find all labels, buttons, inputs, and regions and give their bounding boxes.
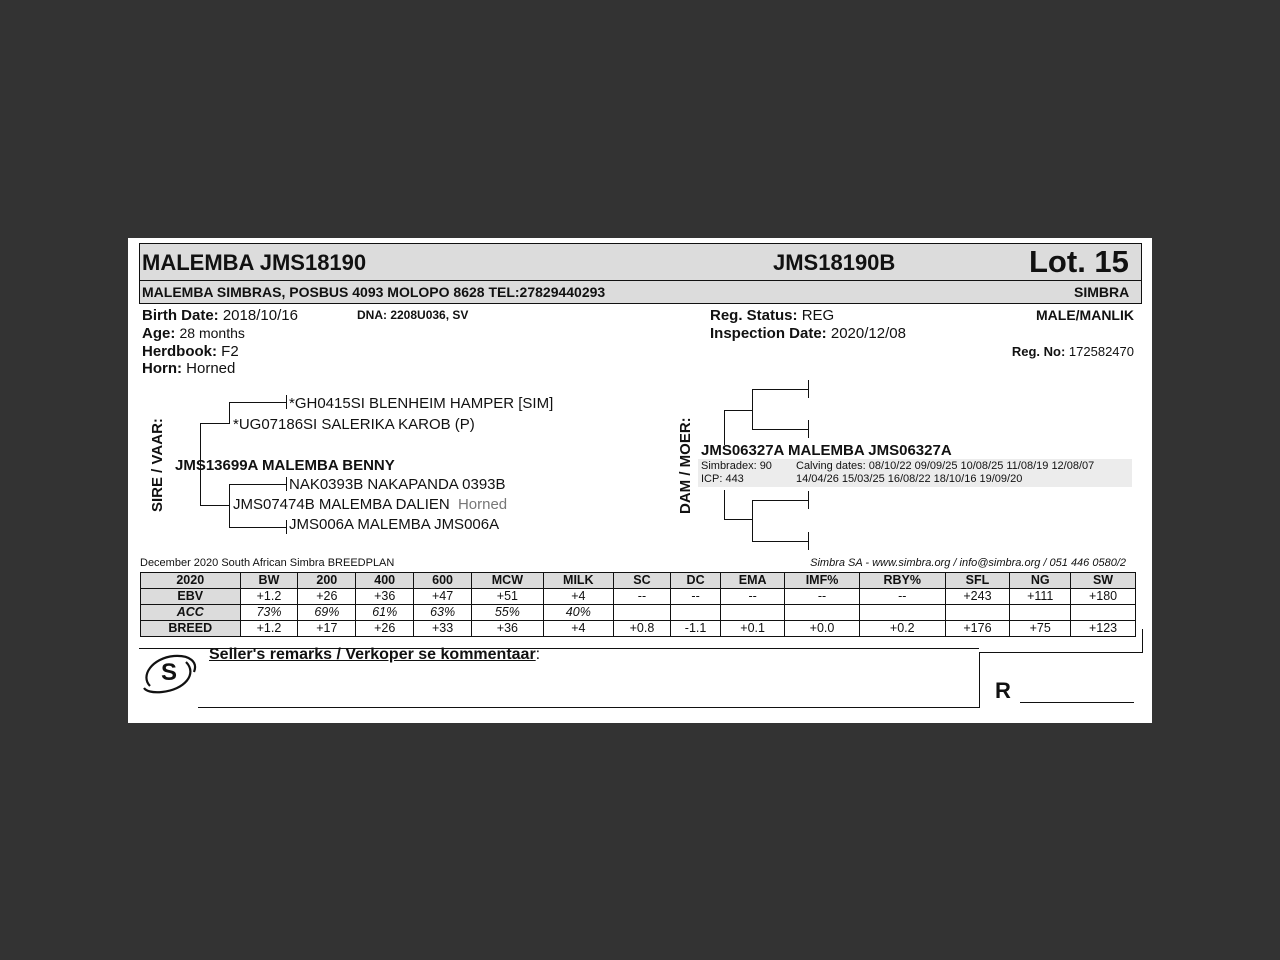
ebv-header-row (141, 573, 1136, 589)
horn (142, 360, 235, 377)
ebv-value-cell: +176 (945, 621, 1010, 637)
horn-value: Horned (186, 360, 236, 377)
ebv-header-cell: SFL (945, 573, 1010, 589)
card-right-edge (1142, 629, 1143, 653)
age-label: Age: (142, 325, 176, 342)
dam-tree-bottom-vline (724, 490, 725, 520)
sire-dam-dam-link (229, 527, 287, 528)
calving-dates-line2: 14/04/26 15/03/25 16/08/22 18/10/16 19/09/20 (796, 473, 1023, 485)
lot-number: Lot. 15 (1029, 244, 1129, 279)
dam-simbradex: Simbradex: 90 (701, 460, 772, 472)
ebv-header-cell: BW (240, 573, 298, 589)
ebv-header-cell: RBY% (859, 573, 945, 589)
age-value: 28 months (179, 325, 245, 341)
price-symbol: R (995, 678, 1011, 703)
ebv-value-cell: 40% (543, 605, 613, 621)
ebv-value-cell: +0.2 (859, 621, 945, 637)
ebv-value-cell: +33 (414, 621, 472, 637)
ebv-header-cell: EMA (721, 573, 785, 589)
dna-info: DNA: 2208U036, SV (357, 308, 469, 322)
ebv-value-cell: -1.1 (671, 621, 721, 637)
ebv-header-cell: 600 (414, 573, 472, 589)
ebv-value-cell (721, 605, 785, 621)
reg-no-label: Reg. No: (1011, 344, 1066, 359)
sire-sire-vline (229, 402, 230, 424)
ebv-value-cell: -- (859, 589, 945, 605)
dam-icp: ICP: 443 (701, 473, 744, 485)
reg-status-label: Reg. Status: (710, 307, 798, 324)
remarks-label: Seller's remarks / Verkoper se kommentaar (209, 646, 536, 663)
ebv-value-cell (1010, 605, 1071, 621)
lot-card (128, 238, 1152, 723)
ebv-value-cell: +180 (1071, 589, 1136, 605)
dam-tree-bottom-link (724, 519, 753, 520)
dam-sire-sire-link (752, 389, 809, 390)
ebv-header-cell: IMF% (785, 573, 860, 589)
footer-bottom-rule (198, 707, 980, 708)
sire-sire-sire-link (229, 402, 287, 403)
reg-no-value: 172582470 (1068, 344, 1134, 359)
dam-dam-dam-link (752, 541, 809, 542)
ebv-value-cell (859, 605, 945, 621)
ebv-row (141, 605, 1136, 621)
dam-tree-top-vline (724, 410, 725, 445)
ebv-value-cell: +36 (472, 621, 544, 637)
simbra-logo-icon (140, 650, 198, 698)
ebv-row-label: BREED (141, 621, 241, 637)
ebv-header-cell: 400 (356, 573, 414, 589)
remarks (209, 646, 540, 664)
ebv-value-cell: +0.0 (785, 621, 860, 637)
sire-dam-horn: Horned (457, 496, 508, 513)
ebv-value-cell: +0.8 (613, 621, 670, 637)
ebv-header-cell: 2020 (141, 573, 241, 589)
ebv-value-cell (671, 605, 721, 621)
birth-date-label: Birth Date: (142, 307, 219, 324)
ebv-row (141, 589, 1136, 605)
reg-no (1012, 344, 1134, 359)
logo-letter: S (160, 659, 178, 686)
animal-id: JMS18190B (773, 250, 896, 275)
ebv-value-cell (785, 605, 860, 621)
ebv-value-cell: +17 (298, 621, 356, 637)
ebv-header-cell: 200 (298, 573, 356, 589)
dam-sire-dam-link (752, 429, 809, 430)
ebv-value-cell: +47 (414, 589, 472, 605)
ebv-value-cell: +123 (1071, 621, 1136, 637)
ebv-value-cell (1071, 605, 1136, 621)
ebv-value-cell (945, 605, 1010, 621)
ebv-header-cell: SW (1071, 573, 1136, 589)
ebv-value-cell: -- (671, 589, 721, 605)
dam-sire-sire-tick (808, 380, 809, 398)
dam-tree-top-link (724, 410, 753, 411)
ebv-row-label: EBV (141, 589, 241, 605)
sire-dam-sire-link (229, 484, 287, 485)
dam-side-label: DAM / MOER: (677, 417, 694, 514)
birth-date-value: 2018/10/16 (222, 307, 298, 324)
ebv-value-cell: +111 (1010, 589, 1071, 605)
ebv-value-cell: +1.2 (240, 621, 298, 637)
animal-name: MALEMBA JMS18190 (142, 250, 367, 275)
sex: MALE/MANLIK (1036, 307, 1134, 323)
ebv-value-cell: +75 (1010, 621, 1071, 637)
sire-sire: *UG07186SI SALERIKA KAROB (P) (233, 416, 475, 433)
ebv-value-cell: +26 (356, 621, 414, 637)
sire-dam-dam: JMS006A MALEMBA JMS006A (289, 516, 500, 533)
ebv-value-cell: -- (785, 589, 860, 605)
age (142, 325, 245, 342)
dam-sire-vline (752, 389, 753, 430)
breedplan-source: December 2020 South African Simbra BREEDPLAN (140, 557, 395, 569)
price-box-top (979, 652, 1143, 653)
price-box-left (979, 652, 980, 708)
ebv-header-cell: SC (613, 573, 670, 589)
ebv-value-cell: +51 (472, 589, 544, 605)
ebv-value-cell: +36 (356, 589, 414, 605)
ebv-table (140, 572, 1136, 637)
sire: JMS13699A MALEMBA BENNY (175, 457, 395, 474)
sire-dam (233, 496, 507, 513)
dam-dam-vline (752, 500, 753, 542)
ebv-value-cell: 73% (240, 605, 298, 621)
sire-side-label: SIRE / VAAR: (149, 418, 166, 512)
ebv-value-cell: 55% (472, 605, 544, 621)
dam-dam-sire-link (752, 500, 809, 501)
dam-dam-sire-tick (808, 491, 809, 509)
dam: JMS06327A MALEMBA JMS06327A (701, 442, 952, 459)
inspection-date (710, 325, 906, 342)
ebv-value-cell: 69% (298, 605, 356, 621)
breedplan-contact: Simbra SA - www.simbra.org / info@simbra.org / 051 446 0580/2 (810, 557, 1126, 569)
ebv-value-cell: 61% (356, 605, 414, 621)
dam-dam-dam-tick (808, 532, 809, 550)
sire-dam-sire-tick (286, 477, 287, 491)
breeder-line: MALEMBA SIMBRAS, POSBUS 4093 MOLOPO 8628 TEL:27829440293 (142, 284, 606, 300)
herdbook-label: Herdbook: (142, 343, 217, 360)
ebv-value-cell: -- (613, 589, 670, 605)
herdbook (142, 343, 239, 360)
breed-name: SIMBRA (1074, 284, 1130, 300)
sire-dam-name: JMS07474B MALEMBA DALIEN (233, 496, 450, 513)
calving-dates-line1: Calving dates: 08/10/22 09/09/25 10/08/25 11/08/19 12/08/07 (796, 460, 1095, 472)
ebv-header-cell: MCW (472, 573, 544, 589)
horn-label: Horn: (142, 360, 182, 377)
ebv-value-cell: -- (721, 589, 785, 605)
sire-dam-sire: NAK0393B NAKAPANDA 0393B (289, 476, 506, 493)
sire-tree-top (200, 423, 230, 424)
reg-status-value: REG (801, 307, 835, 324)
ebv-value-cell: +243 (945, 589, 1010, 605)
sire-dam-vline (229, 484, 230, 528)
ebv-value-cell: 63% (414, 605, 472, 621)
birth-date (142, 307, 298, 324)
ebv-header-cell: DC (671, 573, 721, 589)
reg-status (710, 307, 834, 324)
ebv-header-cell: NG (1010, 573, 1071, 589)
price-line[interactable] (1020, 702, 1134, 703)
herdbook-value: F2 (221, 343, 239, 360)
inspection-label: Inspection Date: (710, 325, 827, 342)
remarks-colon: : (535, 646, 541, 663)
ebv-value-cell: +0.1 (721, 621, 785, 637)
ebv-value-cell: +1.2 (240, 589, 298, 605)
inspection-value: 2020/12/08 (830, 325, 906, 342)
sire-tree-bottom (200, 505, 230, 506)
ebv-value-cell: +4 (543, 589, 613, 605)
ebv-header-cell: MILK (543, 573, 613, 589)
dam-sire-dam-tick (808, 420, 809, 438)
sire-sire-sire-tick (286, 395, 287, 409)
ebv-value-cell: +4 (543, 621, 613, 637)
sire-dam-dam-tick (286, 520, 287, 534)
ebv-value-cell: +26 (298, 589, 356, 605)
ebv-row-label: ACC (141, 605, 241, 621)
ebv-row (141, 621, 1136, 637)
ebv-value-cell (613, 605, 670, 621)
sire-sire-sire: *GH0415SI BLENHEIM HAMPER [SIM] (289, 395, 554, 412)
